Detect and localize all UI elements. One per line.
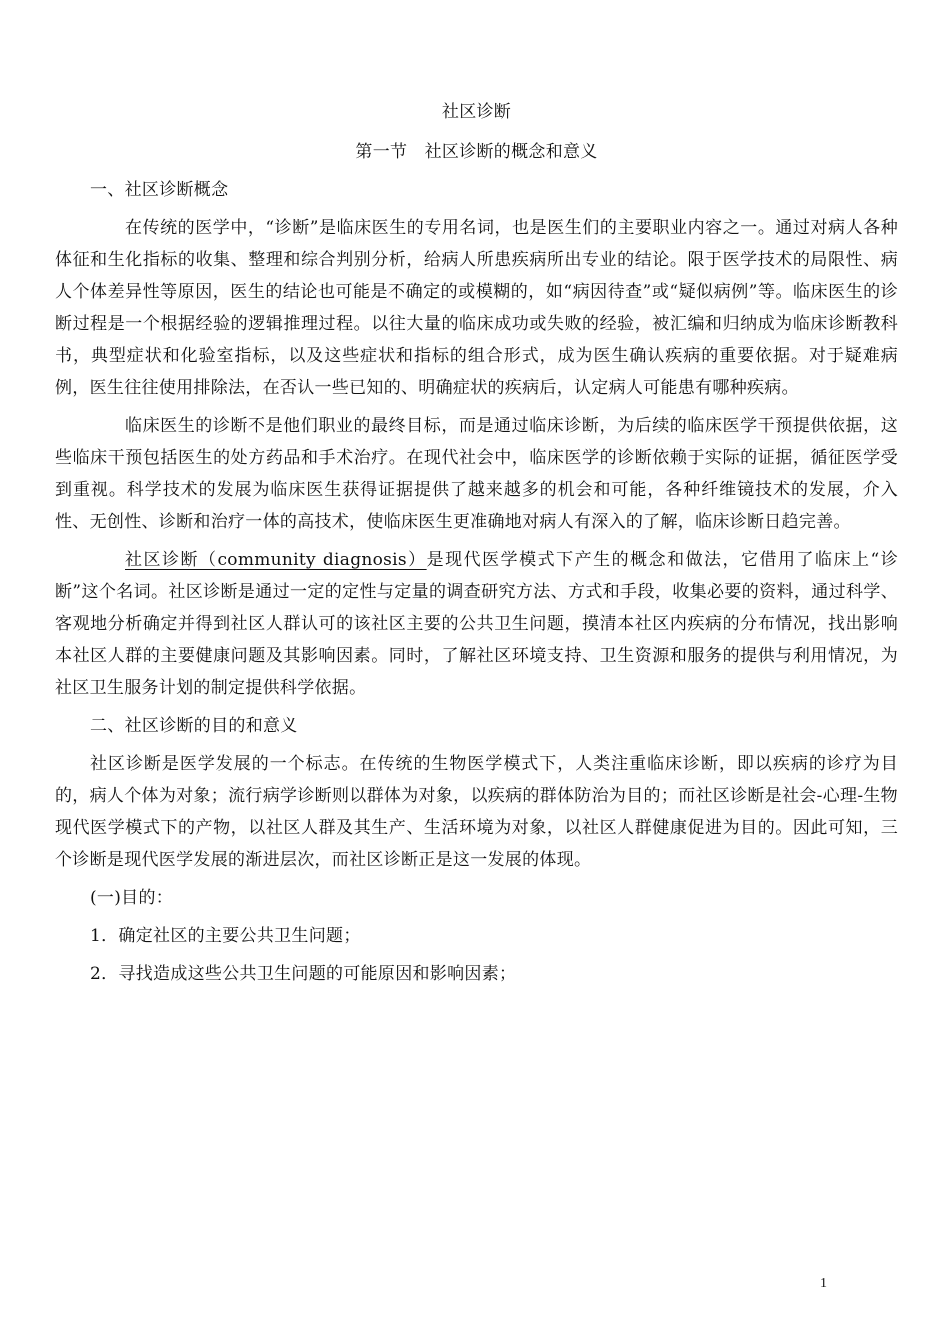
heading-concept: 一、社区诊断概念 (90, 180, 229, 200)
list-item: 2．寻找造成这些公共卫生问题的可能原因和影响因素； (90, 964, 517, 984)
heading-purpose: 二、社区诊断的目的和意义 (90, 716, 298, 736)
list-item: 1．确定社区的主要公共卫生问题； (90, 926, 361, 946)
section-title: 第一节 社区诊断的概念和意义 (355, 142, 598, 162)
paragraph-traditional-diagnosis: 在传统的医学中，“诊断”是临床医生的专用名词，也是医生们的主要职业内容之一。通过对病人各种体征和生化指标的收集、整理和综合判别分析，给病人所患疾病所出专业的结论。限于医学技术的局限性、病人个体差异性等原因，医生的结论也可能是不确定的或模糊的，如“病因待查”或“疑似病例”等。临床医生的诊断过程是一个根据经验的逻辑推理过程。以往大量的临床成功或失败的经验，被汇编和归纳成为临床诊断教科书，典型症状和化验室指标，以及这些症状和指标的组合形式，成为医生确认疾病的重要依据。对于疑难病例，医生往往使用排除法，在否认一些已知的、明确症状的疾病后，认定病人可能患有哪种疾病。 (55, 218, 898, 398)
paragraph-community-diagnosis (55, 544, 898, 704)
paragraph-community-diagnosis-text: 是现代医学模式下产生的概念和做法，它借用了临床上“诊断”这个名词。社区诊断是通过一定的定性与定量的调查研究方法、方式和手段，收集必要的资料，通过科学、客观地分析确定并得到社区人群认可的该社区主要的公共卫生问题，摸清本社区内疾病的分布情况，找出影响本社区人群的主要健康问题及其影响因素。同时，了解社区环境支持、卫生资源和服务的提供与利用情况，为社区卫生服务计划的制定提供科学依据。 (55, 550, 898, 698)
document-body (55, 96, 898, 990)
sub-heading-goals: (一)目的： (90, 888, 174, 908)
paragraph-clinical-goal: 临床医生的诊断不是他们职业的最终目标，而是通过临床诊断，为后续的临床医学干预提供依据，这些临床干预包括医生的处方药品和手术治疗。在现代社会中，临床医学的诊断依赖于实际的证据，循征医学受到重视。科学技术的发展为临床医生获得证据提供了越来越多的机会和可能，各种纤维镜技术的发展，介入性、无创性、诊断和治疗一体的高技术，使临床医生更准确地对病人有深入的了解，临床诊断日趋完善。 (55, 416, 898, 532)
page-number: 1 (820, 1276, 827, 1291)
term-community-diagnosis: 社区诊断（community diagnosis） (125, 550, 427, 570)
page-title: 社区诊断 (441, 102, 512, 122)
paragraph-medical-development: 社区诊断是医学发展的一个标志。在传统的生物医学模式下，人类注重临床诊断，即以疾病的诊疗为目的，病人个体为对象；流行病学诊断则以群体为对象，以疾病的群体防治为目的；而社区诊断是社会-心理-生物现代医学模式下的产物，以社区人群及其生产、生活环境为对象，以社区人群健康促进为目的。因此可知，三个诊断是现代医学发展的渐进层次，而社区诊断正是这一发展的体现。 (55, 754, 898, 870)
